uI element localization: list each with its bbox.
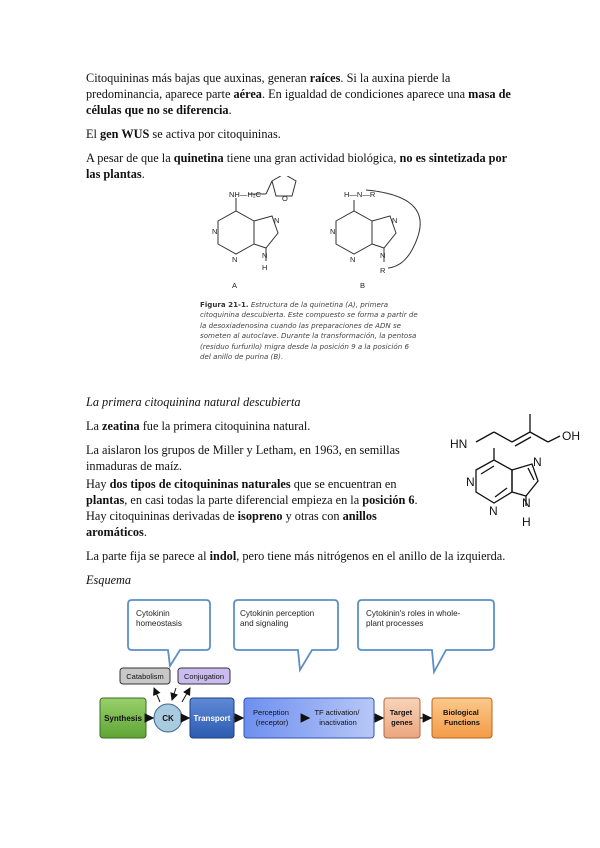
transport-label: Transport bbox=[193, 714, 231, 723]
label-line: Biological bbox=[443, 708, 479, 717]
text: tiene una gran actividad biológica, bbox=[223, 151, 400, 165]
tf-label bbox=[314, 708, 361, 727]
atom-label: N bbox=[380, 251, 386, 260]
zeatin-labels bbox=[450, 429, 580, 529]
text: , en casi todas la parte diferencial empieza en la bbox=[124, 493, 363, 507]
bubble-line: homeostasis bbox=[136, 619, 182, 628]
paragraph-two-types bbox=[86, 476, 426, 540]
bubble-line: and signaling bbox=[240, 619, 289, 628]
perception-label bbox=[253, 708, 291, 727]
bubble-line: Cytokinin bbox=[136, 609, 170, 618]
bold-text: posición 6 bbox=[362, 493, 415, 507]
atom-label: N bbox=[533, 455, 542, 469]
atom-label: N bbox=[489, 504, 498, 518]
bold-text: raíces bbox=[309, 71, 341, 85]
atom-label: O bbox=[282, 194, 288, 203]
atom-label: N bbox=[262, 251, 268, 260]
text: La aislaron los grupos de Miller y Letham, en 1963, en semillas inmaduras de maíz. bbox=[86, 443, 400, 473]
text: . bbox=[143, 525, 147, 539]
paragraph-zeatin bbox=[86, 418, 416, 434]
label-line: genes bbox=[391, 718, 413, 727]
bold-text: zeatina bbox=[102, 419, 140, 433]
migration-arrow bbox=[366, 190, 420, 268]
atom-label: H bbox=[262, 263, 268, 272]
zeatin-bonds bbox=[472, 414, 560, 506]
bold-text: plantas bbox=[86, 493, 125, 507]
target-genes-label bbox=[390, 708, 414, 727]
section-title-zeatin bbox=[86, 394, 301, 410]
atom-label: N bbox=[212, 227, 218, 236]
ck-label: CK bbox=[162, 714, 174, 723]
bold-text: isopreno bbox=[237, 509, 283, 523]
atom-label: N bbox=[274, 216, 280, 225]
biological-functions-label bbox=[443, 708, 481, 727]
text: que se encuentran en bbox=[290, 477, 397, 491]
label-line: Target bbox=[389, 708, 413, 717]
caption-text: Estructura de la quinetina (A), primera citoquinina descubierta. Este compuesto se forma a partir de la desoxiadenosina cuando las preparaciones de ADN se someten al autoclave. Durante la transformación, la pentosa (residuo furfurilo) migra desde la posición 9 a la posición 6 del anillo de purina (B). bbox=[200, 300, 418, 362]
text: El bbox=[86, 127, 101, 141]
label-line: Functions bbox=[444, 718, 480, 727]
kinetin-figure-caption bbox=[200, 300, 422, 362]
label-line: (receptor) bbox=[255, 718, 289, 727]
bold-text: dos tipos de citoquininas naturales bbox=[109, 477, 291, 491]
bold-text: gen WUS bbox=[100, 127, 150, 141]
atom-label: N bbox=[330, 227, 336, 236]
text: Esquema bbox=[86, 573, 132, 587]
text: . Si la auxina pierde la predominancia, aparece parte bbox=[86, 71, 451, 101]
atom-label: H bbox=[522, 515, 531, 529]
atom-label: HN bbox=[450, 437, 468, 451]
paragraph-wus bbox=[86, 126, 516, 142]
bubble-line: plant processes bbox=[366, 619, 424, 628]
text: fue la primera citoquinina natural. bbox=[139, 419, 311, 433]
bold-text: masa de células que no se diferencia bbox=[86, 87, 511, 117]
figure-label-a: A bbox=[232, 281, 238, 290]
kinetin-labels bbox=[212, 190, 397, 290]
paragraph-miller-letham bbox=[86, 442, 416, 474]
text: A pesar de que la bbox=[86, 151, 174, 165]
atom-label: N bbox=[232, 255, 238, 264]
paragraph-auxin-ratio bbox=[86, 70, 516, 118]
bold-text: quinetina bbox=[173, 151, 224, 165]
atom-label: NH—H₂C bbox=[229, 190, 262, 199]
text: y otras con bbox=[282, 509, 343, 523]
synthesis-label: Synthesis bbox=[104, 714, 142, 723]
text: . En igualdad de condiciones aparece una bbox=[261, 87, 469, 101]
atom-label: N bbox=[392, 216, 398, 225]
text: . bbox=[228, 103, 232, 117]
text: Citoquininas más bajas que auxinas, generan bbox=[86, 71, 310, 85]
furan-ring bbox=[272, 176, 296, 196]
text: La primera citoquinina natural descubierta bbox=[86, 395, 301, 409]
caption-label: Figura 21-1. bbox=[200, 300, 249, 309]
atom-label: N bbox=[522, 496, 531, 510]
label-line: inactivation bbox=[319, 718, 357, 727]
atom-label: R bbox=[380, 266, 386, 275]
label-line: TF activation/ bbox=[314, 708, 360, 717]
bold-text: aérea bbox=[233, 87, 262, 101]
zeatin-structure-figure bbox=[440, 408, 590, 532]
label-line: Perception bbox=[253, 708, 289, 717]
pyrimidine-ring-b bbox=[336, 211, 372, 254]
text: . bbox=[141, 167, 145, 181]
bold-text: anillos aromáticos bbox=[86, 509, 377, 539]
bubble-line: Cytokinin's roles in whole- bbox=[366, 609, 461, 618]
atom-label: H—N—R bbox=[344, 190, 376, 199]
schema-title bbox=[86, 572, 131, 588]
text: Hay bbox=[86, 477, 110, 491]
pyrimidine-ring-a bbox=[218, 211, 254, 254]
text: se activa por citoquininas. bbox=[149, 127, 281, 141]
text: . Hay citoquininas derivadas de bbox=[86, 493, 418, 523]
atom-label: N bbox=[350, 255, 356, 264]
atom-label: N bbox=[466, 475, 475, 489]
kinetin-structure-figure bbox=[196, 176, 436, 296]
bold-text: indol bbox=[209, 549, 237, 563]
text: La bbox=[86, 419, 103, 433]
atom-label: OH bbox=[562, 429, 580, 443]
cytokinin-schema-diagram bbox=[98, 596, 498, 752]
text: La parte fija se parece al bbox=[86, 549, 210, 563]
text: , pero tiene más nitrógenos en el anillo de la izquierda. bbox=[236, 549, 506, 563]
figure-label-b: B bbox=[360, 281, 366, 290]
bold-text: no es sintetizada por las plantas bbox=[86, 151, 507, 181]
paragraph-indol bbox=[86, 548, 526, 564]
catabolism-label: Catabolism bbox=[126, 672, 164, 681]
conjugation-label: Conjugation bbox=[183, 672, 225, 681]
bubble-line: Cytokinin perception bbox=[240, 609, 315, 618]
side-arrows bbox=[154, 688, 190, 702]
